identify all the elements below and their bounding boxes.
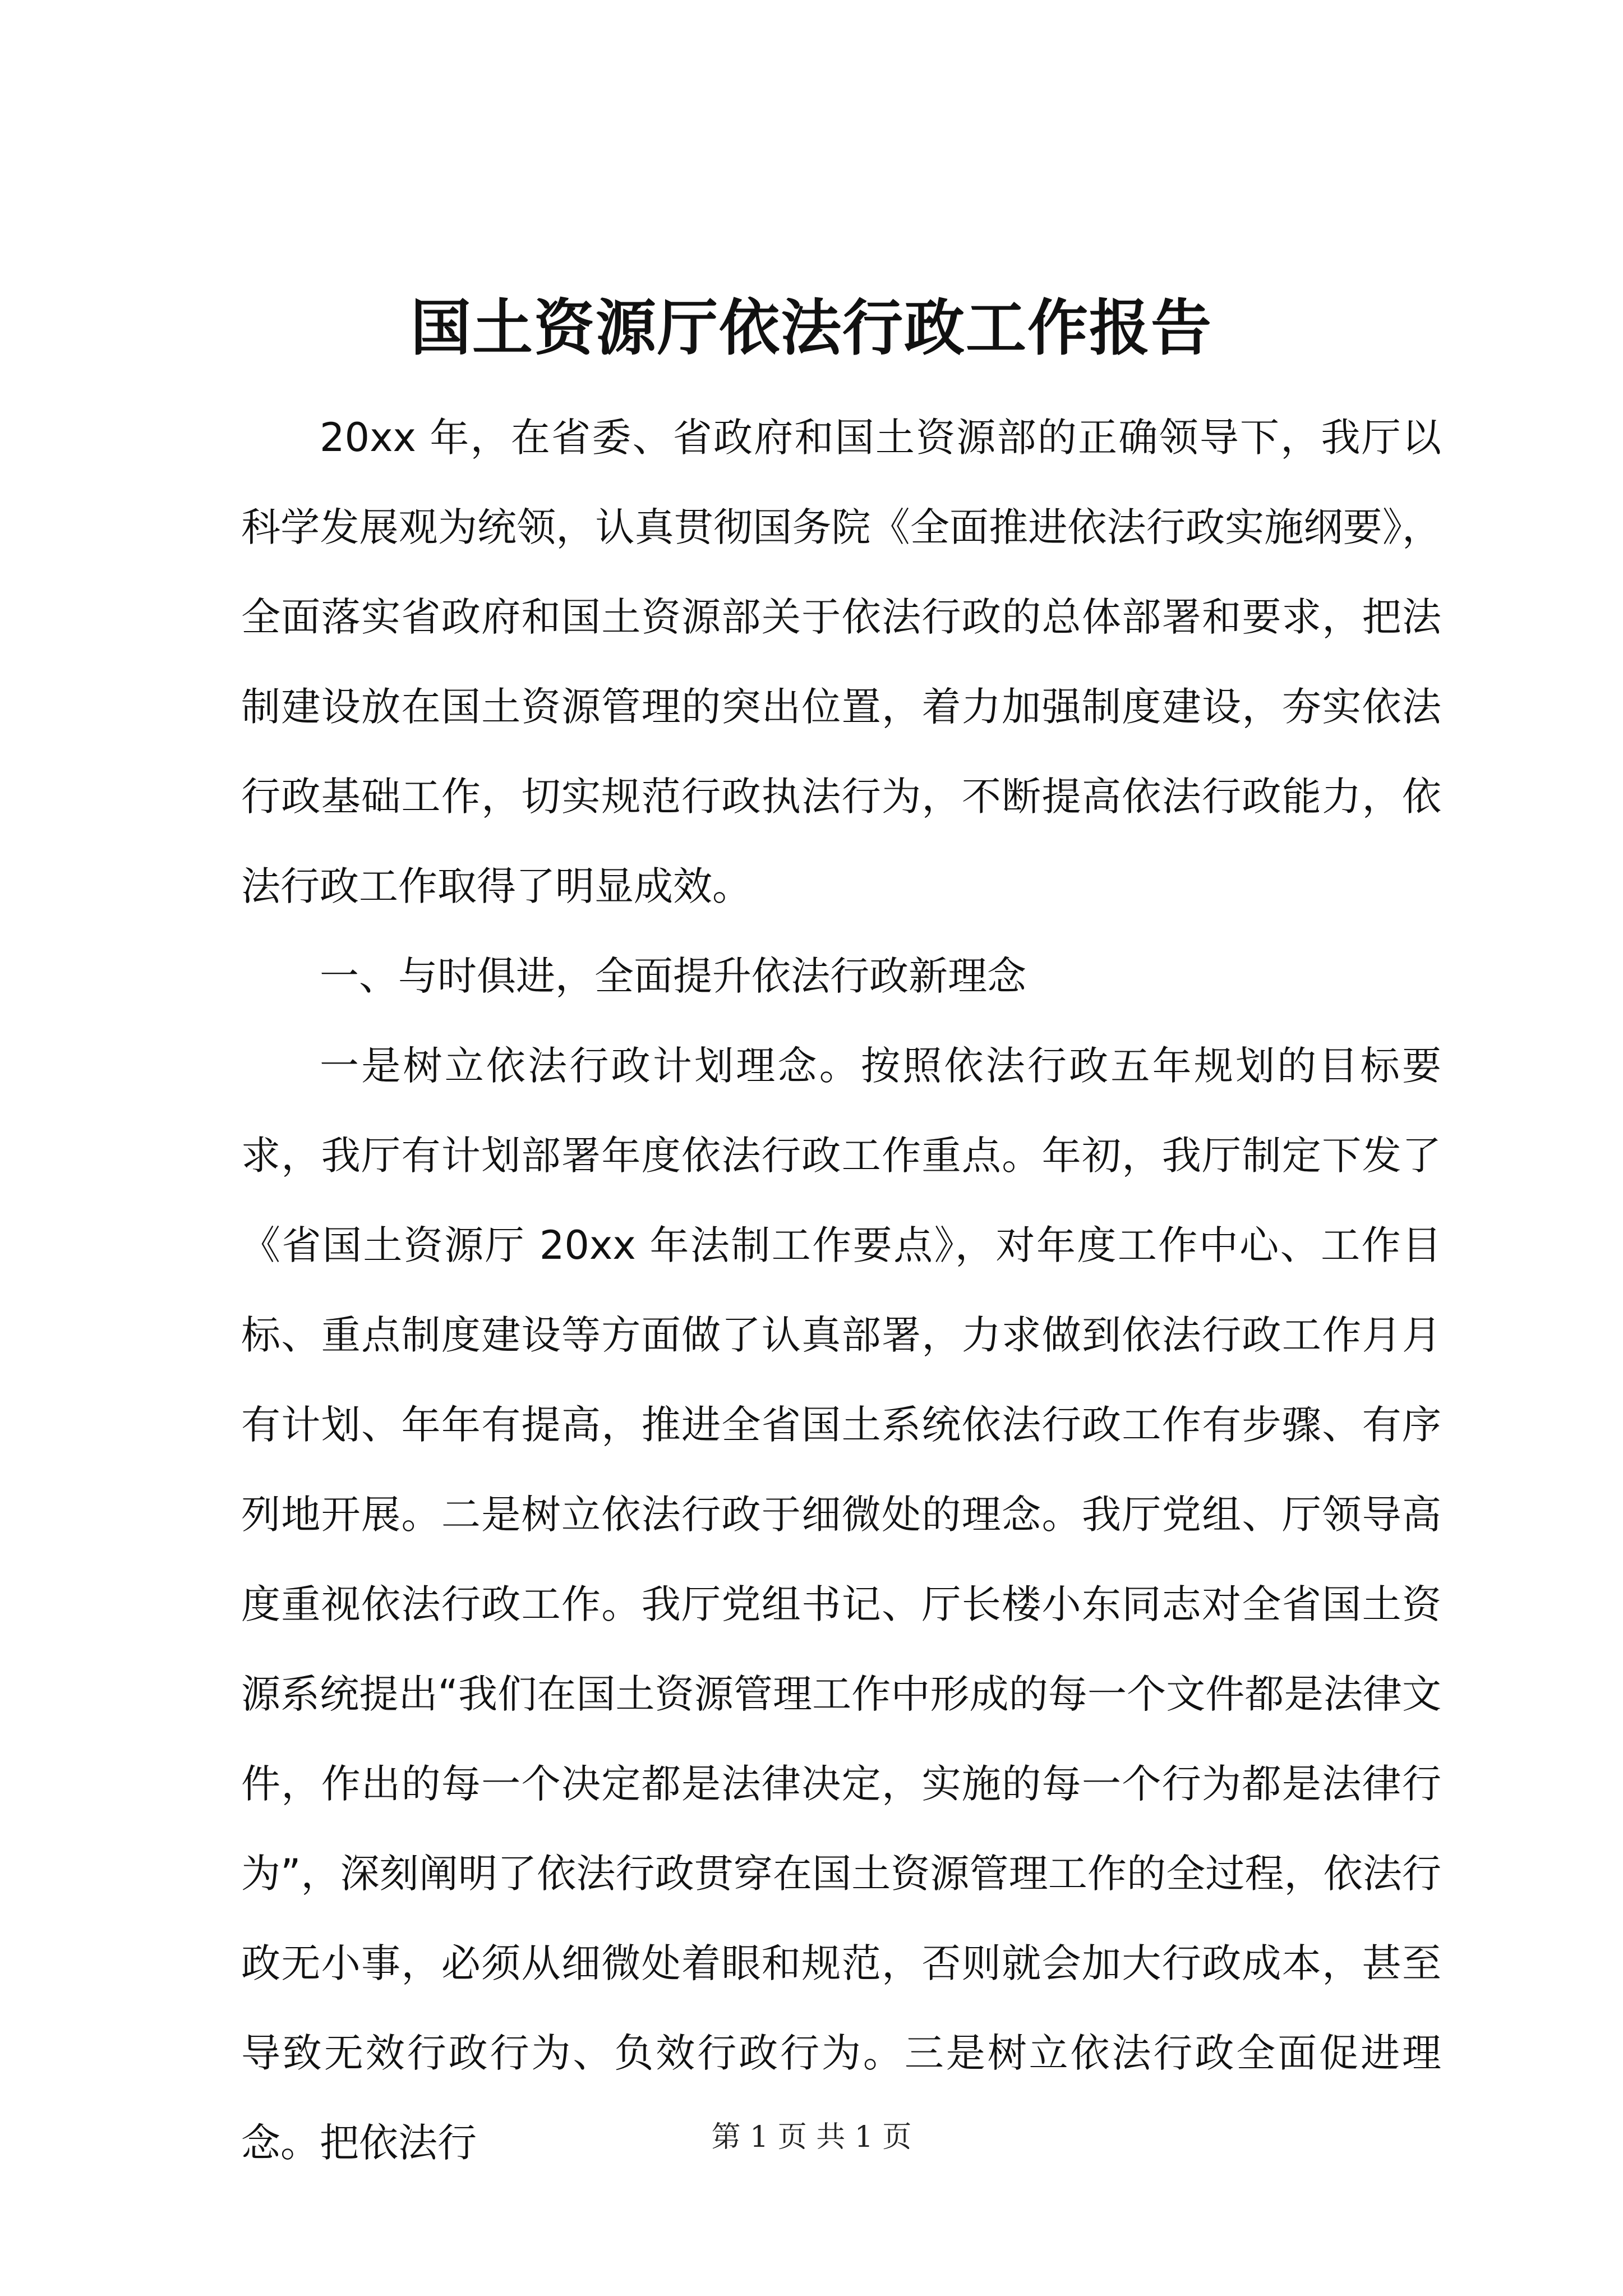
page-footer: 第 1 页 共 1 页 <box>711 2120 912 2154</box>
document-title: 国土资源厅依法行政工作报告 <box>410 293 1212 364</box>
document-body <box>241 393 1441 2188</box>
paragraph-intro: 20xx 年，在省委、省政府和国土资源部的正确领导下，我厅以科学发展观为统领，认真贯彻国务院《全面推进依法行政实施纲要》，全面落实省政府和国土资源部关于依法行政的总体部署和要求，把法制建设放在国土资源管理的突出位置，着力加强制度建设，夯实依法行政基础工作，切实规范行政执法行为，不断提高依法行政能力，依法行政工作取得了明显成效。 <box>241 415 1441 909</box>
section-heading-1: 一、与时俱进，全面提升依法行政新理念 <box>320 953 1026 999</box>
paragraph-section-1: 一是树立依法行政计划理念。按照依法行政五年规划的目标要求，我厅有计划部署年度依法行政工作重点。年初，我厅制定下发了《省国土资源厅 20xx 年法制工作要点》，对年度工作中心、工作目标、重点制度建设等方面做了认真部署，力求做到依法行政工作月月有计划、年年有提高，推进全省国土系统依法行政工作有步骤、有序列地开展。二是树立依法行政于细微处的理念。我厅党组、厅领导高度重视依法行政工作。我厅党组书记、厅长楼小东同志对全省国土资源系统提出“我们在国土资源管理工作中形成的每一个文件都是法律文件，作出的每一个决定都是法律决定，实施的每一个行为都是法律行为”，深刻阐明了依法行政贯穿在国土资源管理工作的全过程，依法行政无小事，必须从细微处着眼和规范，否则就会加大行政成本，甚至导致无效行政行为、负效行政行为。三是树立依法行政全面促进理念。把依法行 <box>241 1043 1441 2166</box>
